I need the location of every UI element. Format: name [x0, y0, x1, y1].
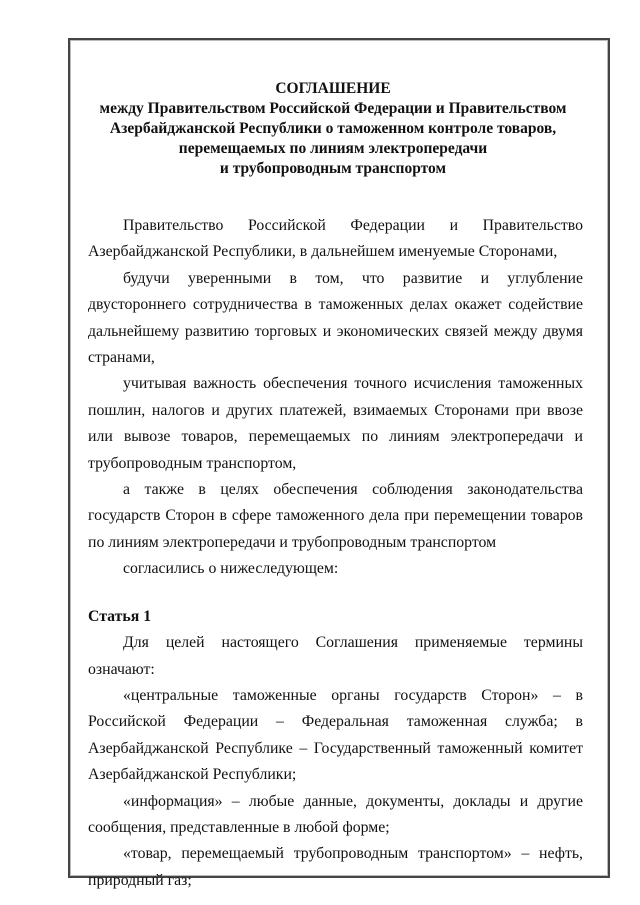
article-title: Статья 1 [88, 607, 152, 625]
preamble-paragraph: Правительство Российской Федерации и Правительство Азербайджанской Республики, в дальнейшем именуемые Сторонами, [88, 217, 583, 261]
preamble-paragraph: будучи уверенными в том, что развитие и углубление двустороннего сотрудничества в таможенных делах окажет содействие дальнейшему развитию торговых и экономических связей между двумя странами, [88, 269, 583, 367]
document-heading [80, 79, 586, 179]
heading-line: перемещаемых по линиям электропередачи [178, 140, 488, 157]
article-paragraph: «информация» – любые данные, документы, доклады и другие сообщения, представленные в любой форме; [88, 792, 583, 836]
heading-line: между Правительством Российской Федерации и Правительством [99, 100, 567, 117]
heading-line: СОГЛАШЕНИЕ [275, 80, 391, 97]
article-paragraph: «товар, перемещаемый трубопроводным транспортом» – нефть, природный газ; [88, 845, 583, 889]
preamble-paragraph: а также в целях обеспечения соблюдения законодательства государств Сторон в сфере таможенного дела при перемещении товаров по линиям электропередачи и трубопроводным транспортом [88, 481, 583, 551]
preamble-paragraph: согласились о нижеследующем: [123, 560, 339, 578]
heading-line: Азербайджанской Республики о таможенном контроле товаров, [109, 120, 557, 137]
document-body [88, 213, 583, 894]
preamble-paragraph: учитывая важность обеспечения точного исчисления таможенных пошлин, налогов и других платежей, взимаемых Сторонами при ввозе или вывозе товаров, перемещаемых по линиям электропередачи и трубопроводным транспортом, [88, 375, 583, 472]
heading-line: и трубопроводным транспортом [219, 160, 447, 177]
article-paragraph: «центральные таможенные органы государств Сторон» – в Российской Федерации – Федеральная таможенная служба; в Азербайджанской Республике – Государственный таможенный комитет Азербайджанской Республики; [88, 686, 583, 784]
article-paragraph: Для целей настоящего Соглашения применяемые термины означают: [88, 634, 583, 678]
